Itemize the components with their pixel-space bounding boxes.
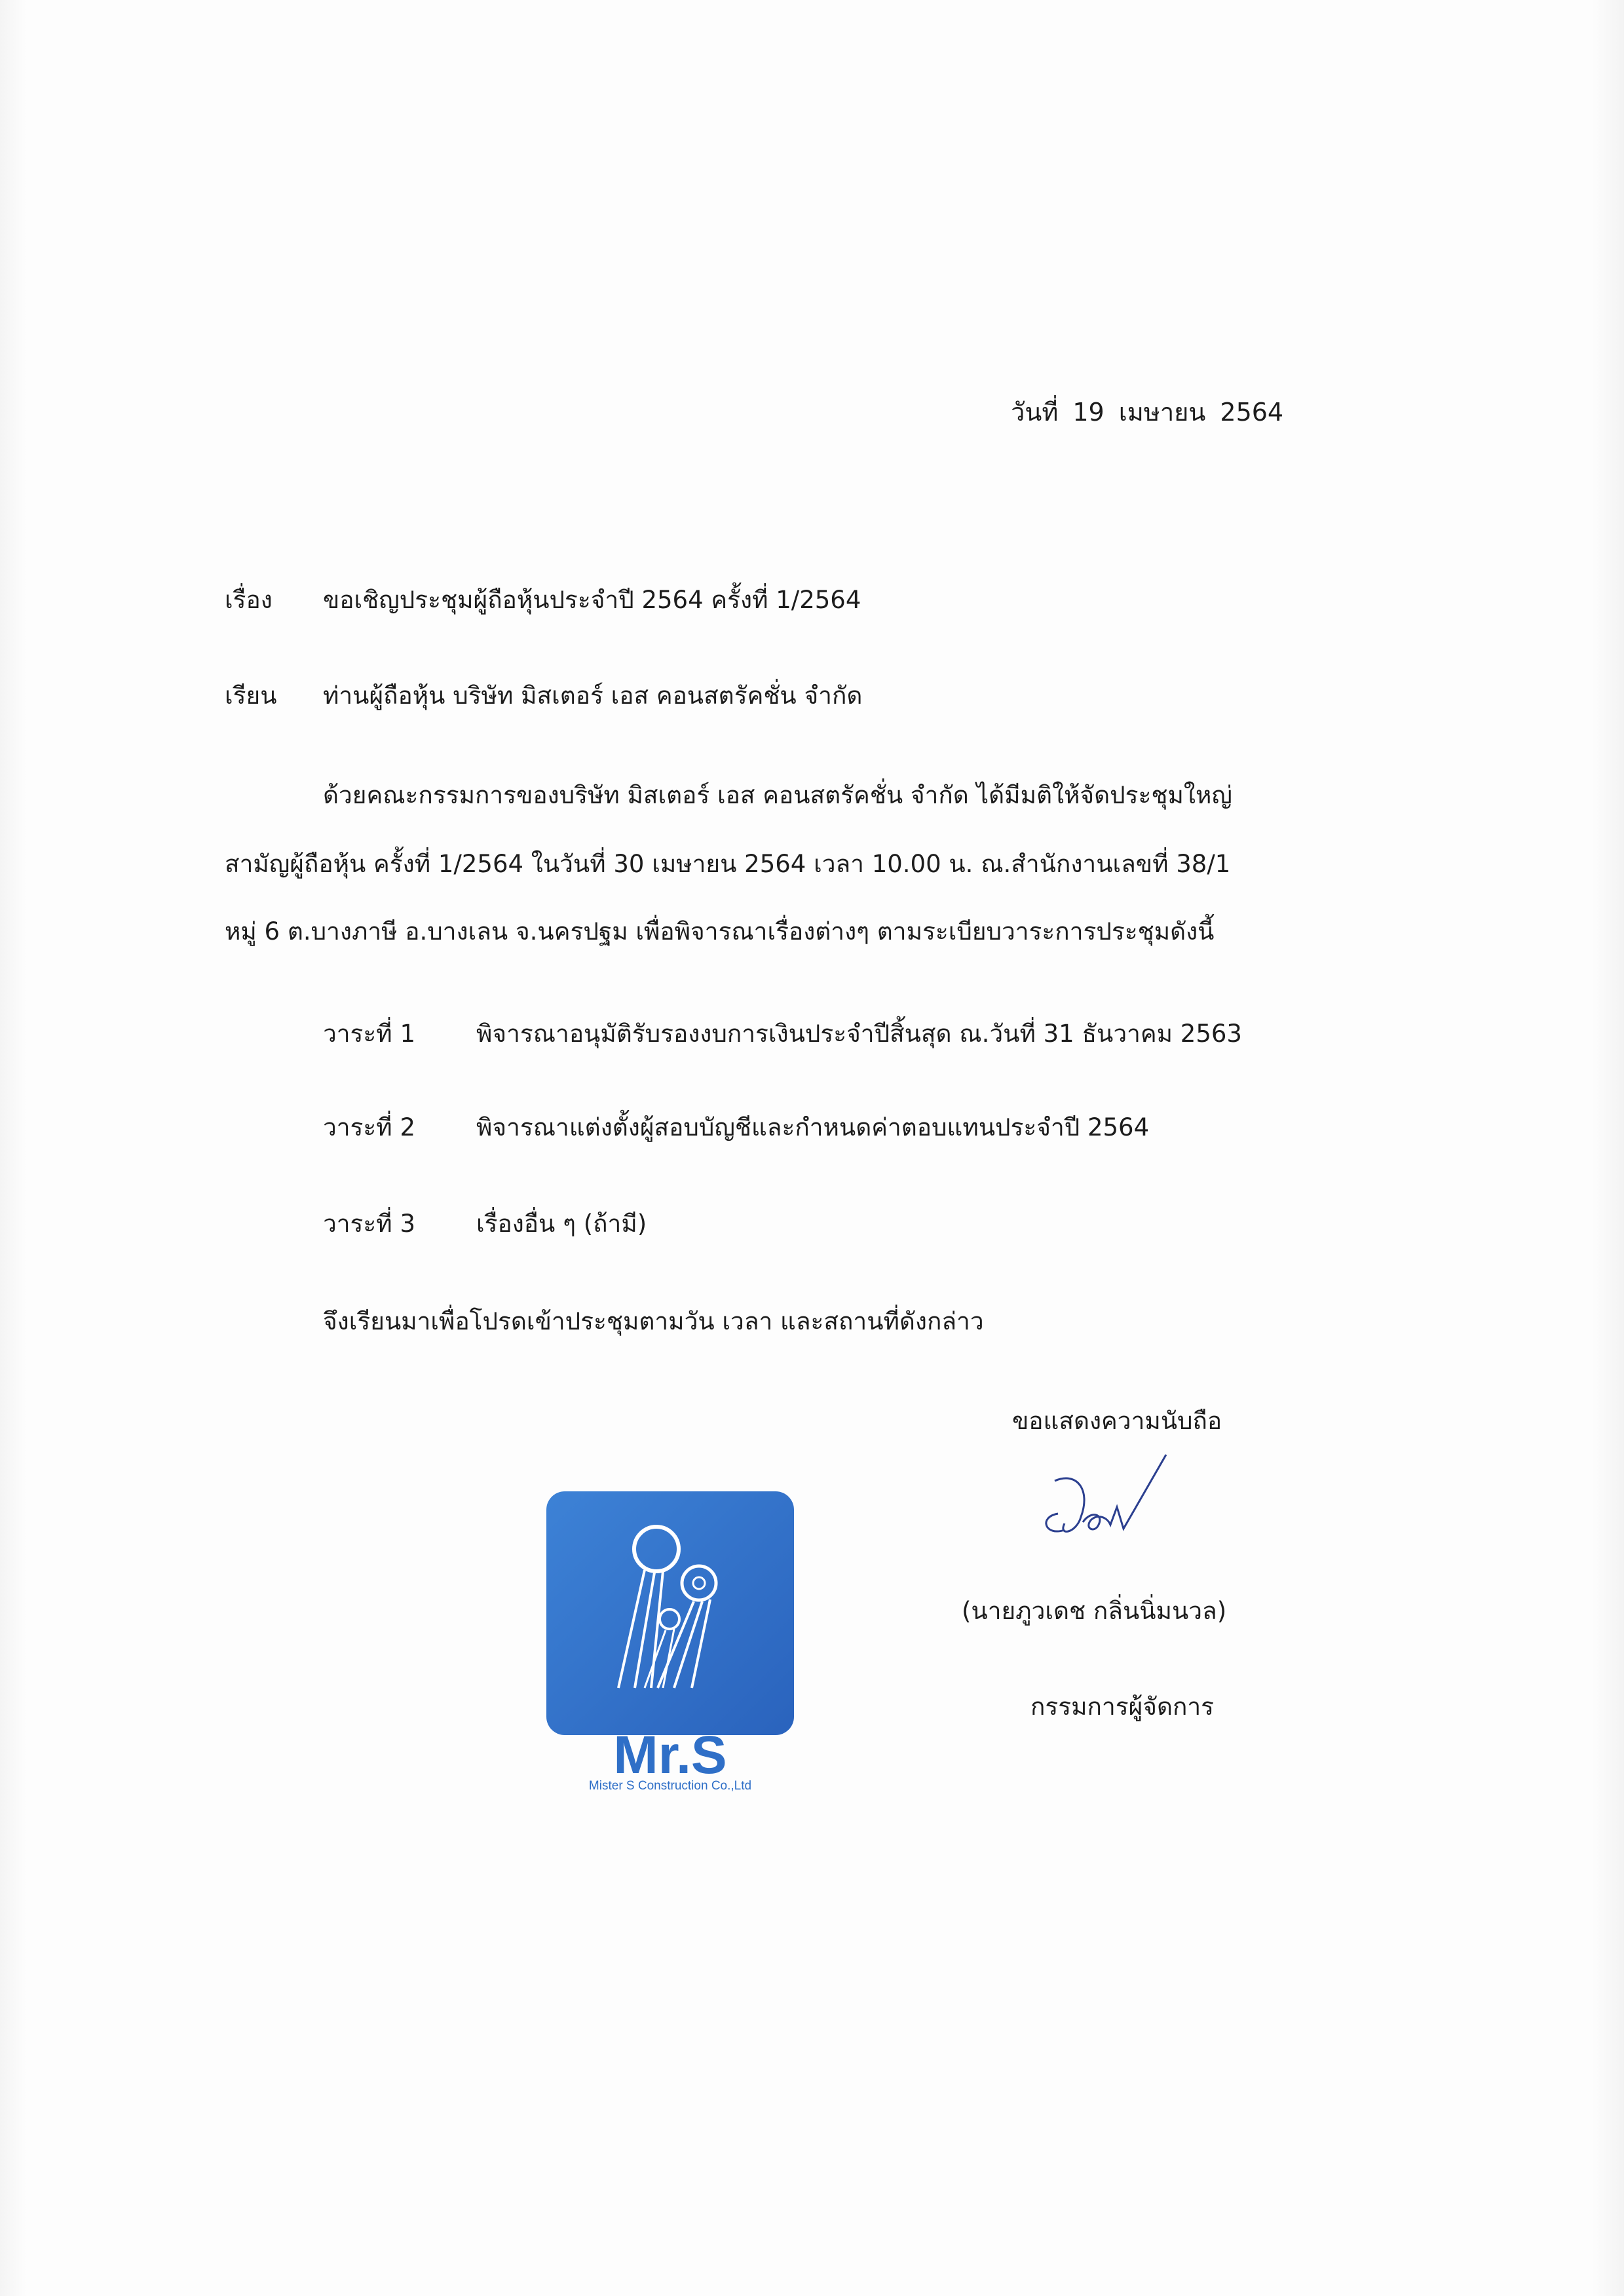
regards-text: ขอแสดงความนับถือ xyxy=(1012,1407,1222,1435)
recipient-text: ท่านผู้ถือหุ้น บริษัท มิสเตอร์ เอส คอนสตรัคชั่น จำกัด xyxy=(323,681,863,710)
subject-label: เรื่อง xyxy=(225,586,273,614)
date-prefix: วันที่ xyxy=(1011,398,1059,427)
closing-sentence: จึงเรียนมาเพื่อโปรดเข้าประชุมตามวัน เวลา และสถานที่ดังกล่าว xyxy=(323,1307,984,1335)
agenda-text-1: พิจารณาอนุมัติรับรองงบการเงินประจำปีสิ้นสุด ณ.วันที่ 31 ธันวาคม 2563 xyxy=(476,1020,1242,1048)
date-day: 19 xyxy=(1072,398,1105,427)
signer-name: (นายภูวเดช กลิ่นนิ่มนวล) xyxy=(962,1597,1227,1625)
recipient-label: เรียน xyxy=(225,681,277,710)
logo-tagline: Mister S Construction Co.,Ltd xyxy=(588,1779,752,1793)
body-line-1: ด้วยคณะกรรมการของบริษัท มิสเตอร์ เอส คอนสตรัคชั่น จำกัด ได้มีมติให้จัดประชุมใหญ่ xyxy=(323,781,1232,809)
body-line-2: สามัญผู้ถือหุ้น ครั้งที่ 1/2564 ในวันที่ 30 เมษายน 2564 เวลา 10.00 น. ณ.สำนักงานเลขที่ 38/1 xyxy=(225,850,1231,878)
logo-wordmark: Mr.S xyxy=(613,1725,727,1785)
agenda-text-2: พิจารณาแต่งตั้งผู้สอบบัญชีและกำหนดค่าตอบแทนประจำปี 2564 xyxy=(476,1113,1150,1141)
date-month: เมษายน xyxy=(1118,398,1206,427)
agenda-number-1: วาระที่ 1 xyxy=(323,1020,415,1048)
agenda-text-3: เรื่องอื่น ๆ (ถ้ามี) xyxy=(476,1210,647,1238)
date-year: 2564 xyxy=(1220,398,1284,427)
signer-position: กรรมการผู้จัดการ xyxy=(1030,1693,1215,1721)
letter-date xyxy=(1011,400,1283,425)
agenda-number-3: วาระที่ 3 xyxy=(323,1210,415,1238)
company-logo xyxy=(546,1491,794,1793)
body-line-3: หมู่ 6 ต.บางภาษี อ.บางเลน จ.นครปฐม เพื่อพิจารณาเรื่องต่างๆ ตามระเบียบวาระการประชุมดังนี้ xyxy=(225,917,1215,946)
subject-text: ขอเชิญประชุมผู้ถือหุ้นประจำปี 2564 ครั้งที่ 1/2564 xyxy=(323,586,861,614)
handwritten-signature xyxy=(1019,1451,1176,1563)
agenda-number-2: วาระที่ 2 xyxy=(323,1113,415,1141)
